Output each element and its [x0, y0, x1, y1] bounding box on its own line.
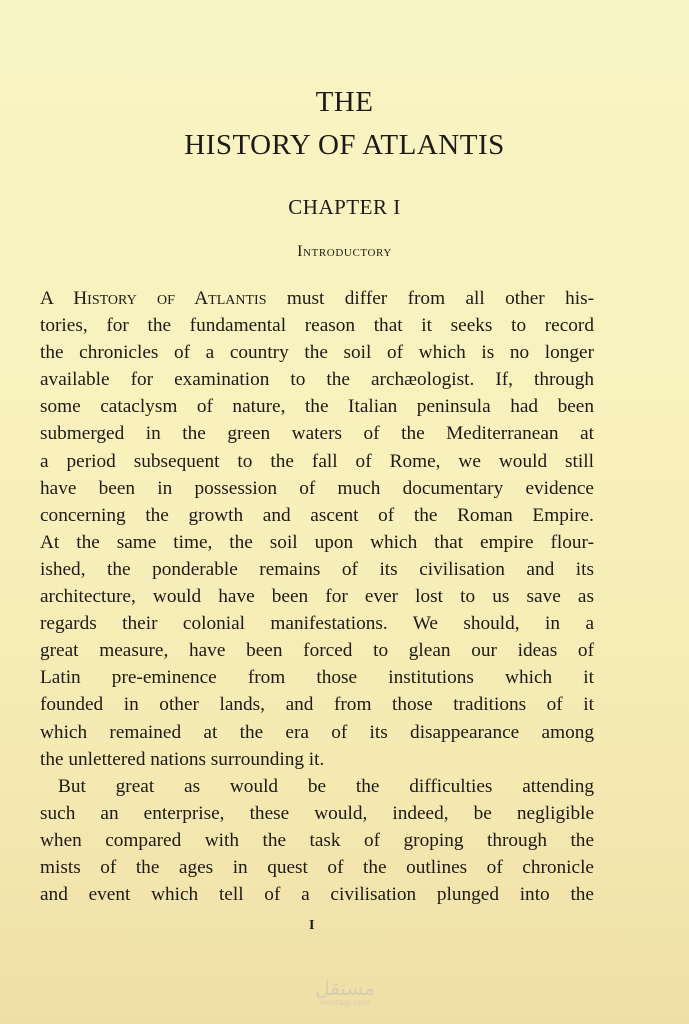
body-text	[40, 285, 594, 908]
watermark-url: mostaql.com	[319, 998, 371, 1007]
text-line	[40, 285, 594, 312]
watermark-arabic: مستقل	[315, 976, 375, 1000]
text-line: the unlettered nations surrounding it.	[40, 748, 325, 770]
text-line: architecture, would have been for ever lost to us save as	[40, 586, 594, 608]
small-caps-lead: A History of Atlantis	[40, 288, 267, 309]
text-line: great measure, have been forced to glean our ideas of	[40, 640, 594, 662]
text-line: At the same time, the soil upon which that empire flour-	[40, 531, 594, 553]
text-line: when compared with the task of groping through the	[40, 829, 594, 851]
text-line: regards their colonial manifestations. We should, in a	[40, 613, 594, 635]
watermark-logo	[290, 978, 400, 1007]
text-line: tories, for the fundamental reason that it seeks to record	[40, 315, 594, 337]
text-line: the chronicles of a country the soil of which is no longer	[40, 342, 594, 364]
text-line: a period subsequent to the fall of Rome, we would still	[40, 450, 594, 472]
text-line-rest: must differ from all other his-	[266, 288, 594, 309]
text-line: available for examination to the archæologist. If, through	[40, 369, 594, 391]
text-line: But great as would be the difficulties attending	[58, 775, 594, 797]
chapter-heading: CHAPTER I	[288, 195, 401, 219]
text-line: mists of the ages in quest of the outlines of chronicle	[40, 856, 594, 878]
text-line: which remained at the era of its disappearance among	[40, 721, 594, 743]
chapter-title: Introductory	[297, 243, 392, 260]
text-line: such an enterprise, these would, indeed, be negligible	[40, 802, 594, 824]
text-line: founded in other lands, and from those traditions of it	[40, 694, 594, 716]
page-number: I	[309, 918, 315, 933]
text-line: Latin pre-eminence from those institutions which it	[40, 667, 594, 689]
text-line: and event which tell of a civilisation plunged into the	[40, 884, 594, 906]
text-line: concerning the growth and ascent of the Roman Empire.	[40, 504, 594, 526]
text-line: have been in possession of much documentary evidence	[40, 477, 594, 499]
text-line: some cataclysm of nature, the Italian peninsula had been	[40, 396, 594, 418]
book-title-line1: THE	[315, 86, 374, 118]
text-line: submerged in the green waters of the Mediterranean at	[40, 423, 594, 445]
text-line: ished, the ponderable remains of its civilisation and its	[40, 558, 594, 580]
book-title-line2: HISTORY OF ATLANTIS	[184, 129, 505, 161]
